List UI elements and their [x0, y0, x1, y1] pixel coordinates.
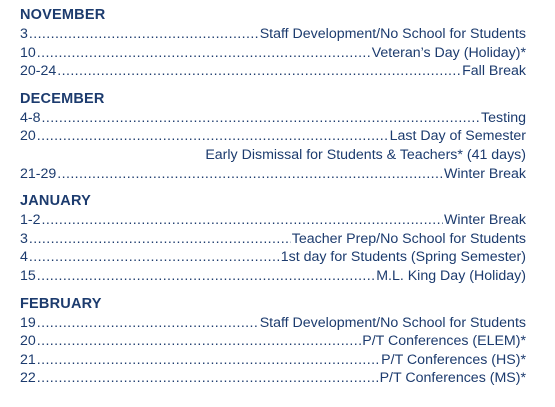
entry-description: Winter Break	[444, 165, 526, 182]
calendar-entry	[20, 369, 526, 388]
month-section-january	[20, 191, 526, 285]
entry-description: P/T Conferences (ELEM)*	[362, 333, 526, 350]
calendar-entry	[20, 248, 526, 267]
calendar-entry	[20, 314, 526, 333]
entry-description: M.L. King Day (Holiday)	[376, 267, 526, 284]
month-title: JANUARY	[20, 193, 91, 210]
dot-leader	[37, 314, 259, 333]
entry-description: Teacher Prep/No School for Students	[291, 230, 526, 247]
entry-description: Winter Break	[444, 212, 526, 229]
dot-leader	[37, 267, 375, 286]
entry-description: P/T Conferences (HS)*	[381, 351, 526, 368]
dot-leader	[57, 165, 443, 184]
month-section-february	[20, 294, 526, 388]
calendar-entry	[20, 332, 526, 351]
entry-date: 20	[20, 128, 36, 145]
entry-description: Early Dismissal for Students & Teachers* (41 days)	[205, 146, 526, 163]
entry-date: 21-29	[20, 165, 57, 182]
calendar-entry	[20, 267, 526, 286]
month-title: NOVEMBER	[20, 7, 106, 23]
entry-date: 4-8	[20, 109, 41, 126]
dot-leader	[37, 332, 361, 351]
entry-date: 3	[20, 26, 28, 42]
calendar-entry	[20, 25, 526, 44]
dot-leader	[57, 62, 461, 81]
month-title: FEBRUARY	[20, 295, 102, 312]
dot-leader	[42, 109, 481, 128]
calendar-entry	[20, 230, 526, 249]
dot-leader	[29, 248, 280, 267]
entry-description: Staff Development/No School for Students	[259, 26, 526, 42]
entry-date: 20-24	[20, 63, 57, 80]
entry-description: Last Day of Semester	[389, 128, 526, 145]
calendar-entry	[20, 109, 526, 128]
dot-leader	[37, 369, 379, 388]
dot-leader	[29, 230, 291, 249]
entry-date: 4	[20, 249, 28, 266]
entry-date: 15	[20, 267, 36, 284]
entry-description: Testing	[481, 109, 526, 126]
entry-description: Fall Break	[462, 63, 526, 80]
calendar-entry	[20, 211, 526, 230]
dot-leader	[37, 44, 371, 63]
month-title: DECEMBER	[20, 90, 105, 107]
dot-leader	[29, 25, 259, 44]
entry-date: 3	[20, 230, 28, 247]
entry-description: 1st day for Students (Spring Semester)	[280, 249, 526, 266]
entry-date: 21	[20, 351, 36, 368]
calendar-entry	[20, 146, 526, 165]
dot-leader	[37, 351, 380, 370]
entry-date: 19	[20, 314, 36, 331]
calendar-entry	[20, 44, 526, 63]
entry-date: 1-2	[20, 212, 41, 229]
entry-description: Veteran’s Day (Holiday)*	[371, 44, 526, 61]
entry-description: Staff Development/No School for Students	[259, 314, 526, 331]
month-section-november	[20, 5, 526, 81]
calendar-entry	[20, 62, 526, 81]
dot-leader	[37, 127, 389, 146]
month-section-december	[20, 89, 526, 183]
entry-date: 22	[20, 370, 36, 387]
calendar-entry	[20, 127, 526, 146]
calendar-entry	[20, 351, 526, 370]
dot-leader	[42, 211, 443, 230]
entry-date: 10	[20, 44, 36, 61]
entry-description: P/T Conferences (MS)*	[379, 370, 526, 387]
calendar-entry	[20, 165, 526, 184]
school-calendar	[20, 5, 526, 396]
entry-date: 20	[20, 333, 36, 350]
